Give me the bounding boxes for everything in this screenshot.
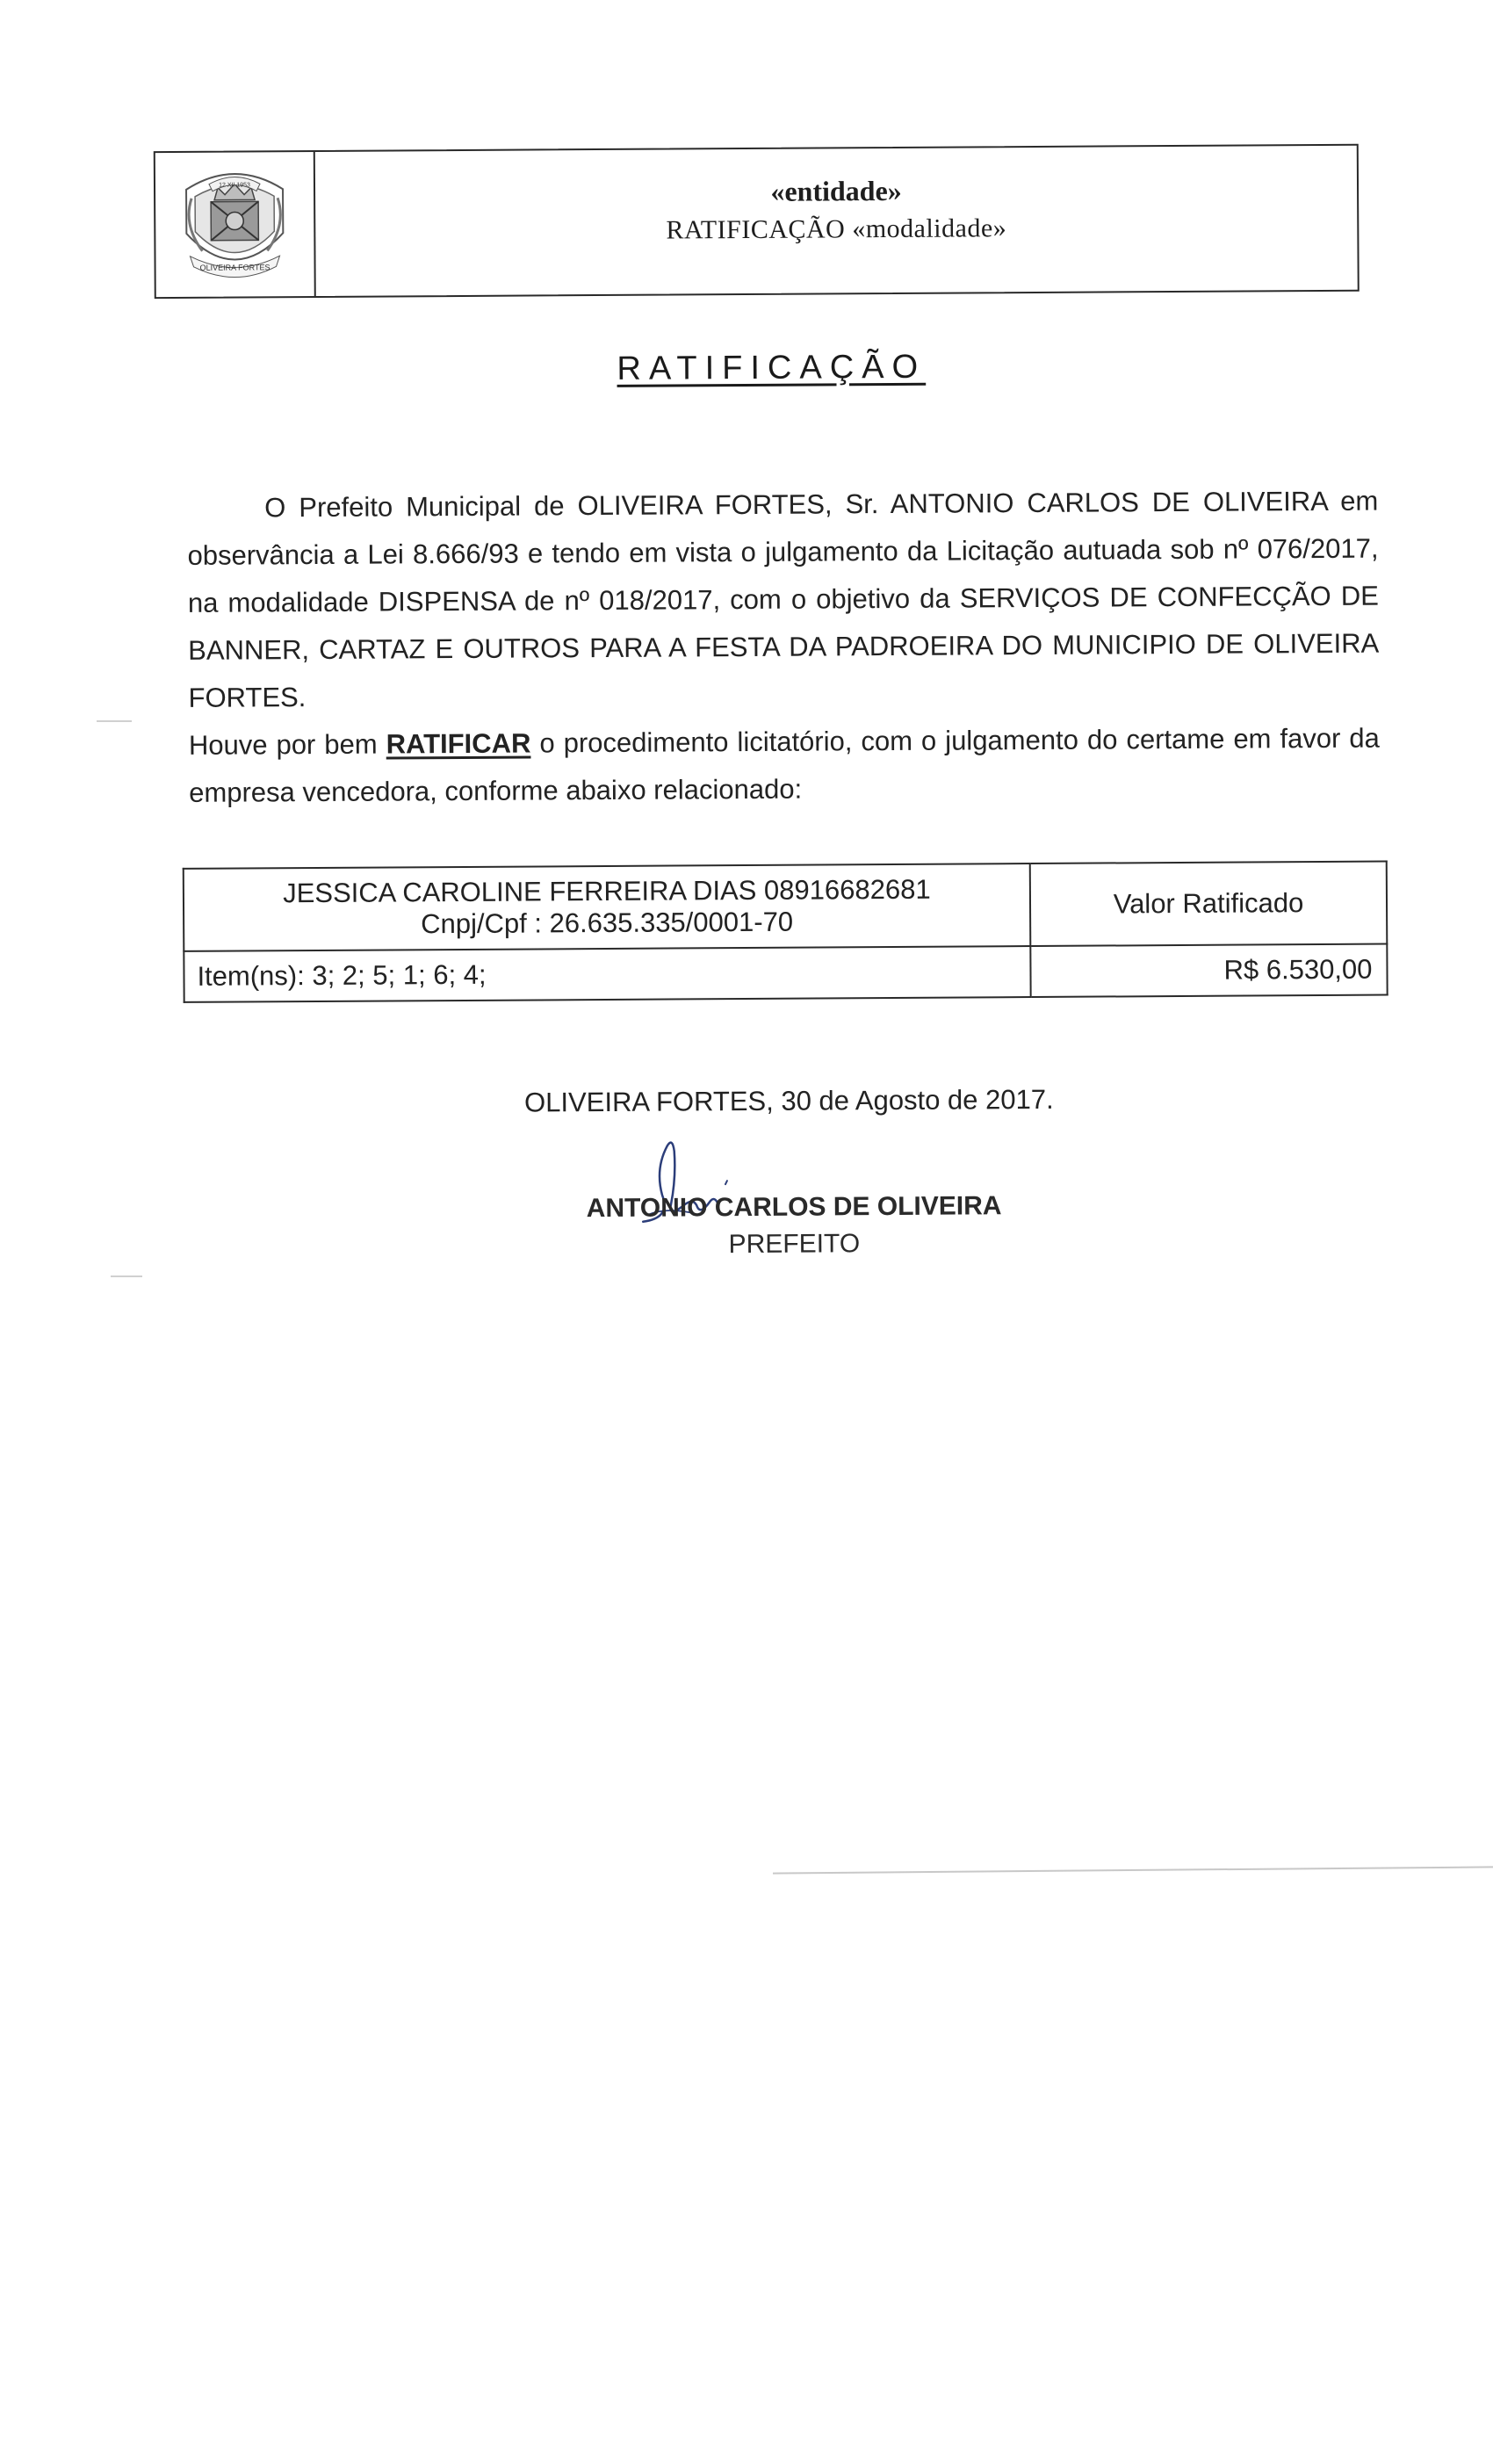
decision-intro: Houve por bem — [188, 728, 378, 761]
modality-placeholder: RATIFICAÇÃO «modalidade» — [666, 213, 1007, 245]
document-header — [154, 144, 1360, 299]
scan-artifact-mark — [111, 1275, 142, 1277]
scan-artifact-mark — [97, 720, 132, 722]
logo-cell — [155, 152, 316, 297]
winner-cell — [184, 863, 1031, 951]
document-title: RATIFICAÇÃO — [617, 348, 927, 387]
municipal-coat-of-arms-icon — [169, 163, 301, 286]
winner-name: JESSICA CAROLINE FERREIRA DIAS 08916682681 — [283, 873, 931, 909]
decision-rest: o procedimento licitatório, com o julgamento do certame em favor da empresa vencedora, conforme abaixo relacionado: — [189, 722, 1380, 808]
keyword-ratificar: RATIFICAR — [386, 727, 531, 760]
document-body — [187, 478, 1380, 817]
seal-top-text: 12 XII 1953 — [219, 182, 250, 189]
items-cell: Item(ns): 3; 2; 5; 1; 6; 4; — [184, 946, 1030, 1002]
ratification-table — [183, 861, 1388, 1003]
entity-placeholder: «entidade» — [770, 174, 902, 207]
signer-role: PREFEITO — [728, 1229, 861, 1260]
winner-document: Cnpj/Cpf : 26.635.335/0001-70 — [421, 906, 794, 940]
signer-name: ANTONIO CARLOS DE OLIVEIRA — [586, 1191, 1002, 1224]
signature-block — [495, 1131, 1093, 1284]
paragraph-ratification-context: O Prefeito Municipal de OLIVEIRA FORTES, Sr. ANTONIO CARLOS DE OLIVEIRA em observância a Lei 8.666/93 e tendo em vista o julgamento da Licitação autuada sob nº 076/2017, na modalidade DISPENSA de nº 018/2017, com o objetivo da SERVIÇOS DE CONFECÇÃO DE BANNER, CARTAZ E OUTROS PARA A FESTA DA PADROEIRA DO MUNICIPIO DE OLIVEIRA FORTES. — [187, 485, 1380, 713]
seal-bottom-text: OLIVEIRA FORTES — [199, 263, 270, 272]
amount-cell: R$ 6.530,00 — [1030, 944, 1387, 997]
table-row — [184, 862, 1388, 951]
paragraph-ratification-decision — [189, 715, 1381, 817]
table-row — [184, 944, 1387, 1002]
date-line: OLIVEIRA FORTES, 30 de Agosto de 2017. — [523, 1083, 1054, 1118]
value-header: Valor Ratificado — [1030, 862, 1388, 946]
header-text — [315, 146, 1358, 296]
